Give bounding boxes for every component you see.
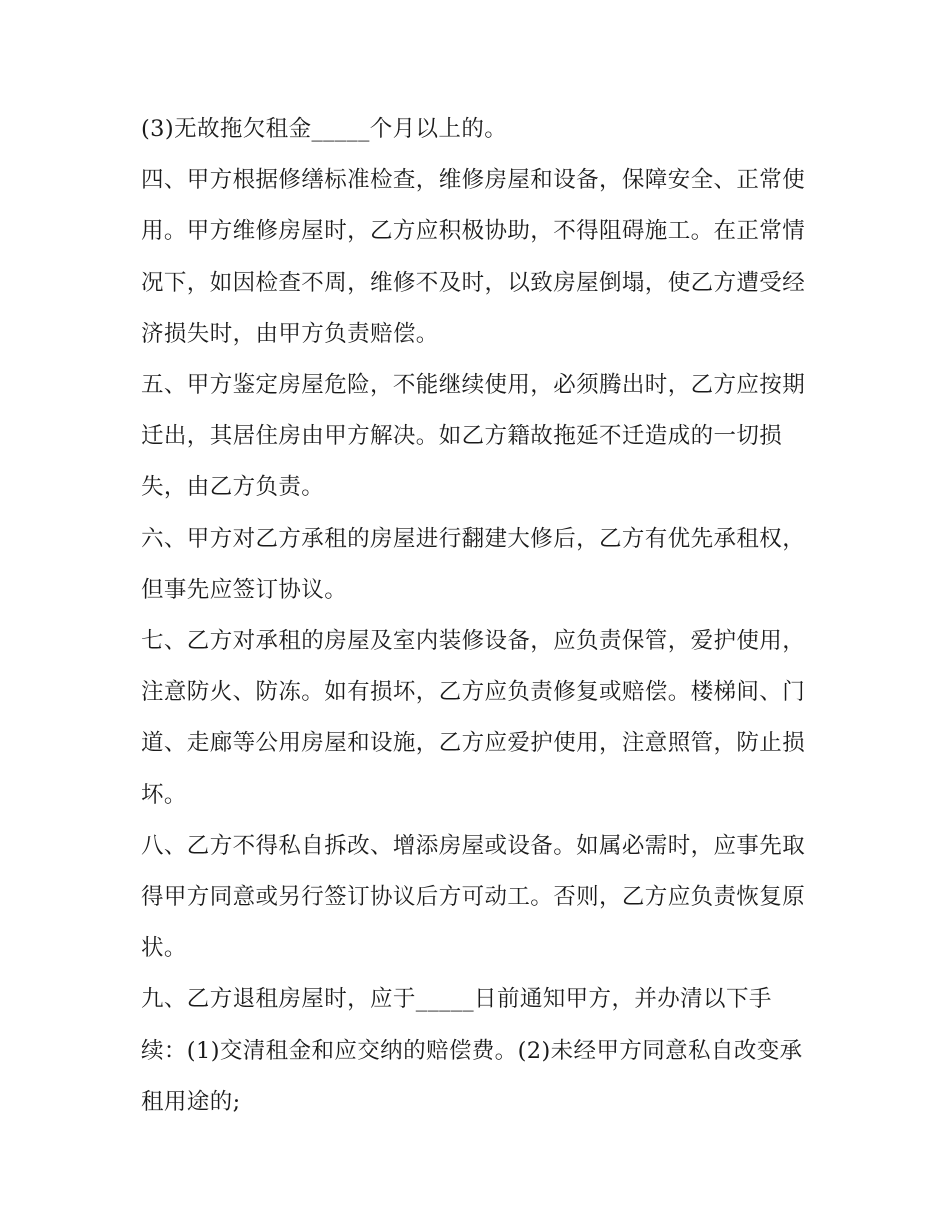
paragraph-clause-9-termination: 九、乙方退租房屋时，应于_____日前通知甲方，并办清以下手续：(1)交清租金和应交纳的赔偿费。(2)未经甲方同意私自改变承租用途的; bbox=[141, 986, 803, 1115]
paragraph-item-3-overdue-rent: (3)无故拖欠租金_____个月以上的。 bbox=[141, 116, 508, 142]
paragraph-clause-6-priority-lease: 六、甲方对乙方承租的房屋进行翻建大修后，乙方有优先承租权，但事先应签订协议。 bbox=[141, 525, 806, 603]
paragraph-clause-5-dangerous-house: 五、甲方鉴定房屋危险，不能继续使用，必须腾出时，乙方应按期迁出，其居住房由甲方解决。如乙方籍故拖延不迁造成的一切损失，由乙方负责。 bbox=[141, 372, 806, 501]
paragraph-clause-4-repairs: 四、甲方根据修缮标准检查，维修房屋和设备，保障安全、正常使用。甲方维修房屋时，乙方应积极协助，不得阻碍施工。在正常情况下，如因检查不周，维修不及时，以致房屋倒塌，使乙方遭受经济损失时，由甲方负责赔偿。 bbox=[141, 167, 806, 347]
document-body bbox=[141, 104, 816, 1128]
paragraph-clause-7-maintenance: 七、乙方对承租的房屋及室内装修设备，应负责保管，爱护使用，注意防火、防冻。如有损坏，乙方应负责修复或赔偿。楼梯间、门道、走廊等公用房屋和设施，乙方应爱护使用，注意照管，防止损坏。 bbox=[141, 628, 806, 808]
paragraph-clause-8-modifications: 八、乙方不得私自拆改、增添房屋或设备。如属必需时，应事先取得甲方同意或另行签订协议后方可动工。否则，乙方应负责恢复原状。 bbox=[141, 832, 806, 962]
